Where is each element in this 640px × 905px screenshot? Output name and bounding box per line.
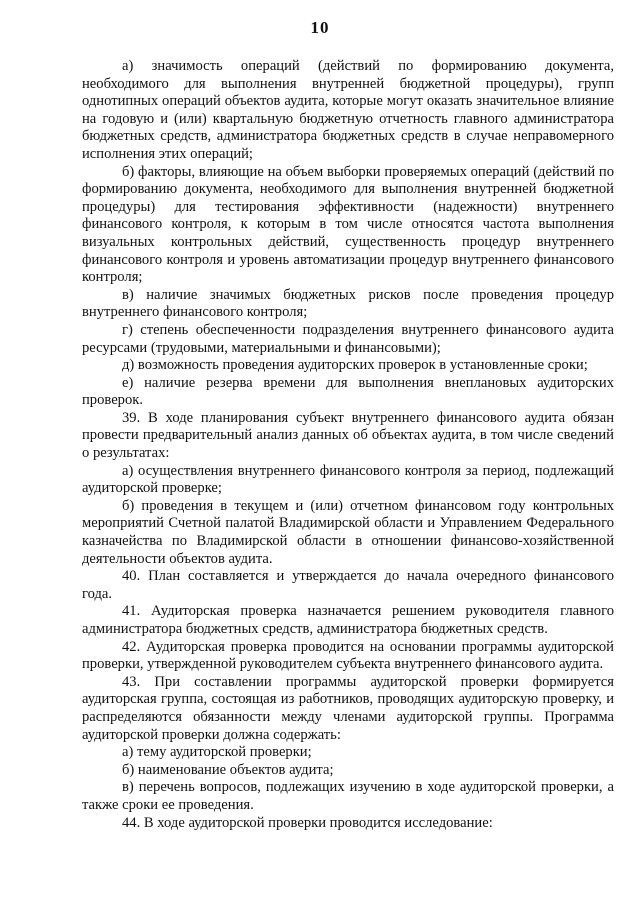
- clause-42: 42. Аудиторская проверка проводится на основании программы аудиторской проверки, утвержденной руководителем субъекта внутреннего финансового аудита.: [82, 638, 614, 673]
- clause-40: 40. План составляется и утверждается до начала очередного финансового года.: [82, 568, 614, 602]
- paragraph-b-sample-factors: б) факторы, влияющие на объем выборки проверяемых операций (действий по формированию документа, необходимого для выполнения внутренней бюджетной процедуры) для тестирования эффективности (надежности) внутреннего финансового контроля, к которым в том числе относятся частота выполнения визуальных контрольных действий, существенность процедур внутреннего финансового контроля и уровень автоматизации процедур внутреннего финансового контроля;: [82, 163, 614, 286]
- clause-44: 44. В ходе аудиторской проверки проводится исследование:: [122, 814, 493, 831]
- clause-43-item-a: а) тему аудиторской проверки;: [122, 744, 312, 761]
- clause-41: 41. Аудиторская проверка назначается решением руководителя главного администратора бюджетных средств, администратора бюджетных средств.: [82, 603, 614, 637]
- clause-39: 39. В ходе планирования субъект внутреннего финансового аудита обязан провести предварительный анализ данных об объектах аудита, в том числе сведений о результатах:: [82, 409, 614, 462]
- clause-39-item-a: а) осуществления внутреннего финансового контроля за период, подлежащий аудиторской проверке;: [82, 462, 614, 497]
- clause-43-item-v: в) перечень вопросов, подлежащих изучению в ходе аудиторской проверки, а также сроки ее проведения.: [82, 779, 614, 813]
- paragraph-d-deadlines: д) возможность проведения аудиторских проверок в установленные сроки;: [122, 357, 588, 374]
- paragraph-e-time-reserve: е) наличие резерва времени для выполнения внеплановых аудиторских проверок.: [82, 374, 614, 409]
- paragraph-g-resources: г) степень обеспеченности подразделения внутреннего финансового аудита ресурсами (трудовыми, материальными и финансовыми);: [82, 321, 614, 356]
- paragraph-a-significance: а) значимость операций (действий по формированию документа, необходимого для выполнения внутренней бюджетной процедуры), групп однотипных операций объектов аудита, которые могут оказать значительное влияние на годовую и (или) квартальную бюджетную отчетность главного администратора бюджетных средств, администратора бюджетных средств в случае неправомерного исполнения этих операций;: [82, 58, 614, 162]
- clause-43: 43. При составлении программы аудиторской проверки формируется аудиторская группа, состоящая из работников, проводящих аудиторскую проверку, и распределяются обязанности между членами аудиторской группы. Программа аудиторской проверки должна содержать:: [82, 673, 614, 743]
- clause-39-item-b: б) проведения в текущем и (или) отчетном финансовом году контрольных мероприятий Счетной палатой Владимирской области и Управлением Федерального казначейства по Владимирской области в отношении финансово-хозяйственной деятельности объектов аудита.: [82, 497, 614, 567]
- document-body: [82, 58, 614, 832]
- clause-43-item-b: б) наименование объектов аудита;: [122, 761, 334, 778]
- paragraph-v-budget-risks: в) наличие значимых бюджетных рисков после проведения процедур внутреннего финансового контроля;: [82, 286, 614, 321]
- page-number: 10: [310, 18, 330, 37]
